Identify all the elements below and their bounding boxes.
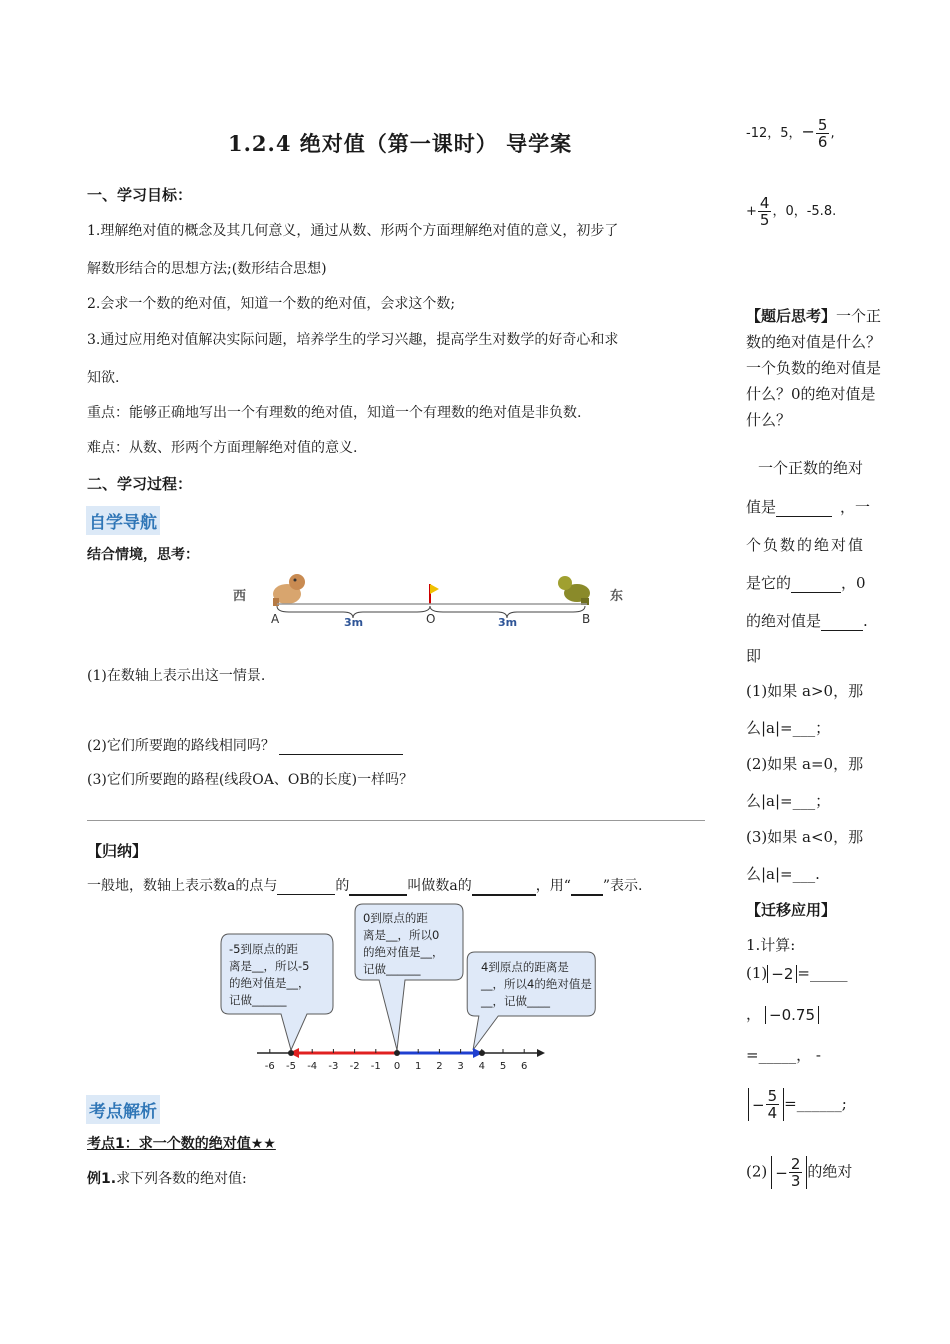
answer-line-5 [746, 610, 868, 631]
summary-part-2: 的 [335, 878, 350, 894]
ji-label: 即 [746, 647, 762, 665]
example-text: 求下列各数的绝对值: [116, 1171, 247, 1187]
answer-blank-q2[interactable] [279, 738, 403, 755]
answer-5-text: 的绝对值是 [746, 612, 822, 630]
bubble-mid-line-4: 记做______ [363, 962, 421, 976]
point-o-label: O [426, 612, 436, 626]
difficulty: 难点：从数、形两个方面理解绝对值的意义. [87, 440, 358, 456]
left-distance: 3m [344, 616, 364, 629]
flag-icon [430, 584, 439, 604]
blank-2[interactable] [349, 878, 407, 896]
frac1-num: 5 [817, 116, 828, 134]
west-label: 西 [233, 589, 247, 604]
blank-1[interactable] [277, 878, 335, 895]
axis-arrow [537, 1049, 545, 1057]
question-2-row [87, 735, 403, 755]
pos-sign: + [746, 204, 757, 219]
bubble-mid-line-2: 离是__，所以0 [363, 928, 440, 942]
case-2a: (2)如果 a=0，那 [746, 755, 864, 773]
goal-3b: 知欲. [87, 370, 120, 386]
bubble-left-line-2: 离是__，所以-5 [229, 959, 310, 973]
tick-label: 3 [457, 1061, 464, 1072]
frac3-den: 4 [767, 1104, 778, 1122]
calc-1d-row [748, 1088, 847, 1121]
calc-1b-row [746, 1003, 819, 1024]
tick-label: 0 [393, 1061, 401, 1072]
dog-icon [273, 574, 305, 606]
summary-part-1: 一般地，数轴上表示数a的点与 [87, 878, 278, 894]
numbers-1: -12，5， [746, 126, 802, 141]
calc-1b-comma: ， [746, 1005, 762, 1023]
transfer-heading: 【迁移应用】 [746, 901, 837, 919]
answer-line-2 [746, 496, 870, 517]
tick-label: -1 [370, 1061, 381, 1072]
tick-label: 6 [521, 1061, 528, 1072]
abs-2-3-sign: − [775, 1163, 788, 1182]
calc-1c-row: =_____， - [746, 1046, 821, 1064]
frac4-num: 2 [790, 1155, 801, 1173]
answer-4-end: ，0 [841, 574, 866, 592]
question-1: (1)在数轴上表示出这一情景. [87, 668, 266, 684]
key-point: 重点：能够正确地写出一个有理数的绝对值，知道一个有理数的绝对值是非负数. [87, 405, 582, 421]
tick-label: 4 [478, 1061, 485, 1072]
frac4-den: 3 [790, 1172, 801, 1190]
fraction-4-5 [758, 195, 772, 228]
bubble-left-line-3: 的绝对值是__， [229, 976, 310, 990]
bubble-right-line-3: __，记做____ [481, 994, 550, 1008]
blank-negative[interactable] [791, 574, 841, 593]
frac1-den: 6 [817, 133, 828, 151]
abs-minus-075-value: −0.75 [769, 1006, 815, 1024]
abs-5-4-sign: − [752, 1095, 765, 1114]
summary-text [87, 875, 643, 896]
summary-heading: 【归纳】 [87, 842, 148, 860]
summary-part-5: ”表示. [602, 878, 643, 894]
abs-minus-5-4 [748, 1088, 784, 1121]
section-heading-process: 二、学习过程： [87, 475, 193, 493]
blank-zero[interactable] [821, 612, 863, 631]
abs-minus-2 [767, 965, 797, 983]
example-1 [87, 1168, 247, 1188]
neg-sign-1: − [801, 122, 815, 141]
case-1b: 么|a|=___； [746, 719, 831, 737]
section-heading-goals: 一、学习目标： [87, 186, 193, 204]
point-b-label: B [582, 612, 591, 626]
case-2b: 么|a|=___； [746, 792, 831, 810]
summary-part-4: ，用“ [535, 878, 571, 894]
point-1-heading: 考点1：求一个数的绝对值★★ [87, 1136, 276, 1152]
answer-2-text: 值是 [746, 498, 777, 516]
blank-4[interactable] [571, 878, 603, 896]
turtle-icon [558, 576, 590, 605]
page-title: 1.2.4 绝对值（第一课时） 导学案 [228, 131, 573, 156]
case-1a: (1)如果 a>0，那 [746, 682, 864, 700]
calc-2-row [746, 1156, 852, 1189]
think-title: 【题后思考】 [746, 307, 837, 325]
example-label: 例1. [87, 1171, 117, 1187]
fraction-5-4 [766, 1088, 780, 1121]
fraction-2-3 [789, 1156, 803, 1189]
analysis-label: 考点解析 [86, 1095, 160, 1124]
case-3a: (3)如果 a<0，那 [746, 828, 864, 846]
goal-3a: 3.通过应用绝对值解决实际问题，培养学生的学习兴趣，提高学生对数学的好奇心和求 [87, 332, 619, 348]
answer-line-1: 一个正数的绝对 [758, 459, 864, 477]
numbers-line-2 [746, 195, 836, 228]
numbers-1-end: , [830, 126, 835, 141]
abs-minus-075 [765, 1006, 819, 1024]
calc-1d-eq: =______; [784, 1094, 847, 1113]
answer-2-end: ，一 [840, 498, 871, 516]
abs-minus-2-3 [771, 1156, 807, 1189]
question-3: (3)它们所要跑的路程(线段OA、OB的长度)一样吗？ [87, 772, 414, 788]
calc-label: 1.计算: [746, 936, 796, 954]
right-distance: 3m [498, 616, 518, 629]
tick-label: 2 [436, 1061, 443, 1072]
east-label: 东 [610, 589, 624, 604]
frac2-num: 4 [759, 194, 770, 212]
self-study-label: 自学导航 [86, 506, 160, 535]
frac2-den: 5 [759, 211, 770, 229]
numbers-line-1 [746, 117, 835, 150]
answer-line-3: 个负数的绝对值 [746, 536, 866, 554]
tick-label: -3 [328, 1061, 339, 1072]
frac3-num: 5 [767, 1087, 778, 1105]
calc-2-label: (2) [746, 1162, 768, 1181]
goal-1a: 1.理解绝对值的概念及其几何意义，通过从数、形两个方面理解绝对值的意义，初步了 [87, 223, 619, 239]
tick-label: -2 [349, 1061, 360, 1072]
tick-label: -6 [264, 1061, 275, 1072]
case-3b: 么|a|=___. [746, 865, 820, 883]
goal-2: 2.会求一个数的绝对值，知道一个数的绝对值，会求这个数; [87, 296, 456, 312]
summary-part-3: 叫做数a的 [407, 878, 472, 894]
blank-positive[interactable] [776, 498, 832, 517]
tick-label: -5 [286, 1061, 296, 1072]
bubble-mid [355, 904, 463, 1050]
question-2: (2)它们所要跑的路线相同吗？ [87, 738, 275, 754]
goal-1b: 解数形结合的思想方法;(数形结合思想) [87, 261, 327, 277]
scenario-figure [225, 568, 635, 630]
bubble-right-line-2: __，所以4的绝对值是 [481, 977, 592, 991]
tick-label: -4 [307, 1061, 318, 1072]
calc-1-label: (1) [746, 964, 768, 982]
answer-line-q3[interactable] [87, 820, 705, 821]
bubble-right-line-1: 4到原点的距离是 [481, 960, 569, 974]
point-a-label: A [271, 612, 280, 626]
numbers-2-end: ，0，-5.8. [772, 204, 837, 219]
bubble-left-line-1: -5到原点的距 [229, 942, 298, 956]
tick-label: 1 [415, 1061, 422, 1072]
answer-line-4 [746, 572, 866, 593]
bubble-left-line-4: 记做______ [229, 993, 287, 1007]
calc-1-row [746, 964, 847, 983]
abs-minus-2-value: −2 [771, 965, 794, 983]
bubble-mid-line-3: 的绝对值是__， [363, 945, 444, 959]
number-line-figure [215, 898, 592, 1072]
think-block [746, 303, 882, 433]
answer-4-text: 是它的 [746, 574, 792, 592]
scenario-prompt: 结合情境，思考： [87, 547, 199, 563]
calc-1-eq: =_____ [797, 964, 848, 982]
blank-3[interactable] [472, 878, 536, 896]
tick-label: 5 [499, 1061, 507, 1072]
calc-2-end: 的绝对 [807, 1162, 853, 1181]
answer-5-end: . [863, 612, 868, 630]
fraction-5-6 [816, 117, 830, 150]
think-text: 一个正数的绝对值是什么？一个负数的绝对值是什么？0的绝对值是什么？ [746, 307, 882, 429]
bubble-mid-line-1: 0到原点的距 [363, 911, 428, 925]
